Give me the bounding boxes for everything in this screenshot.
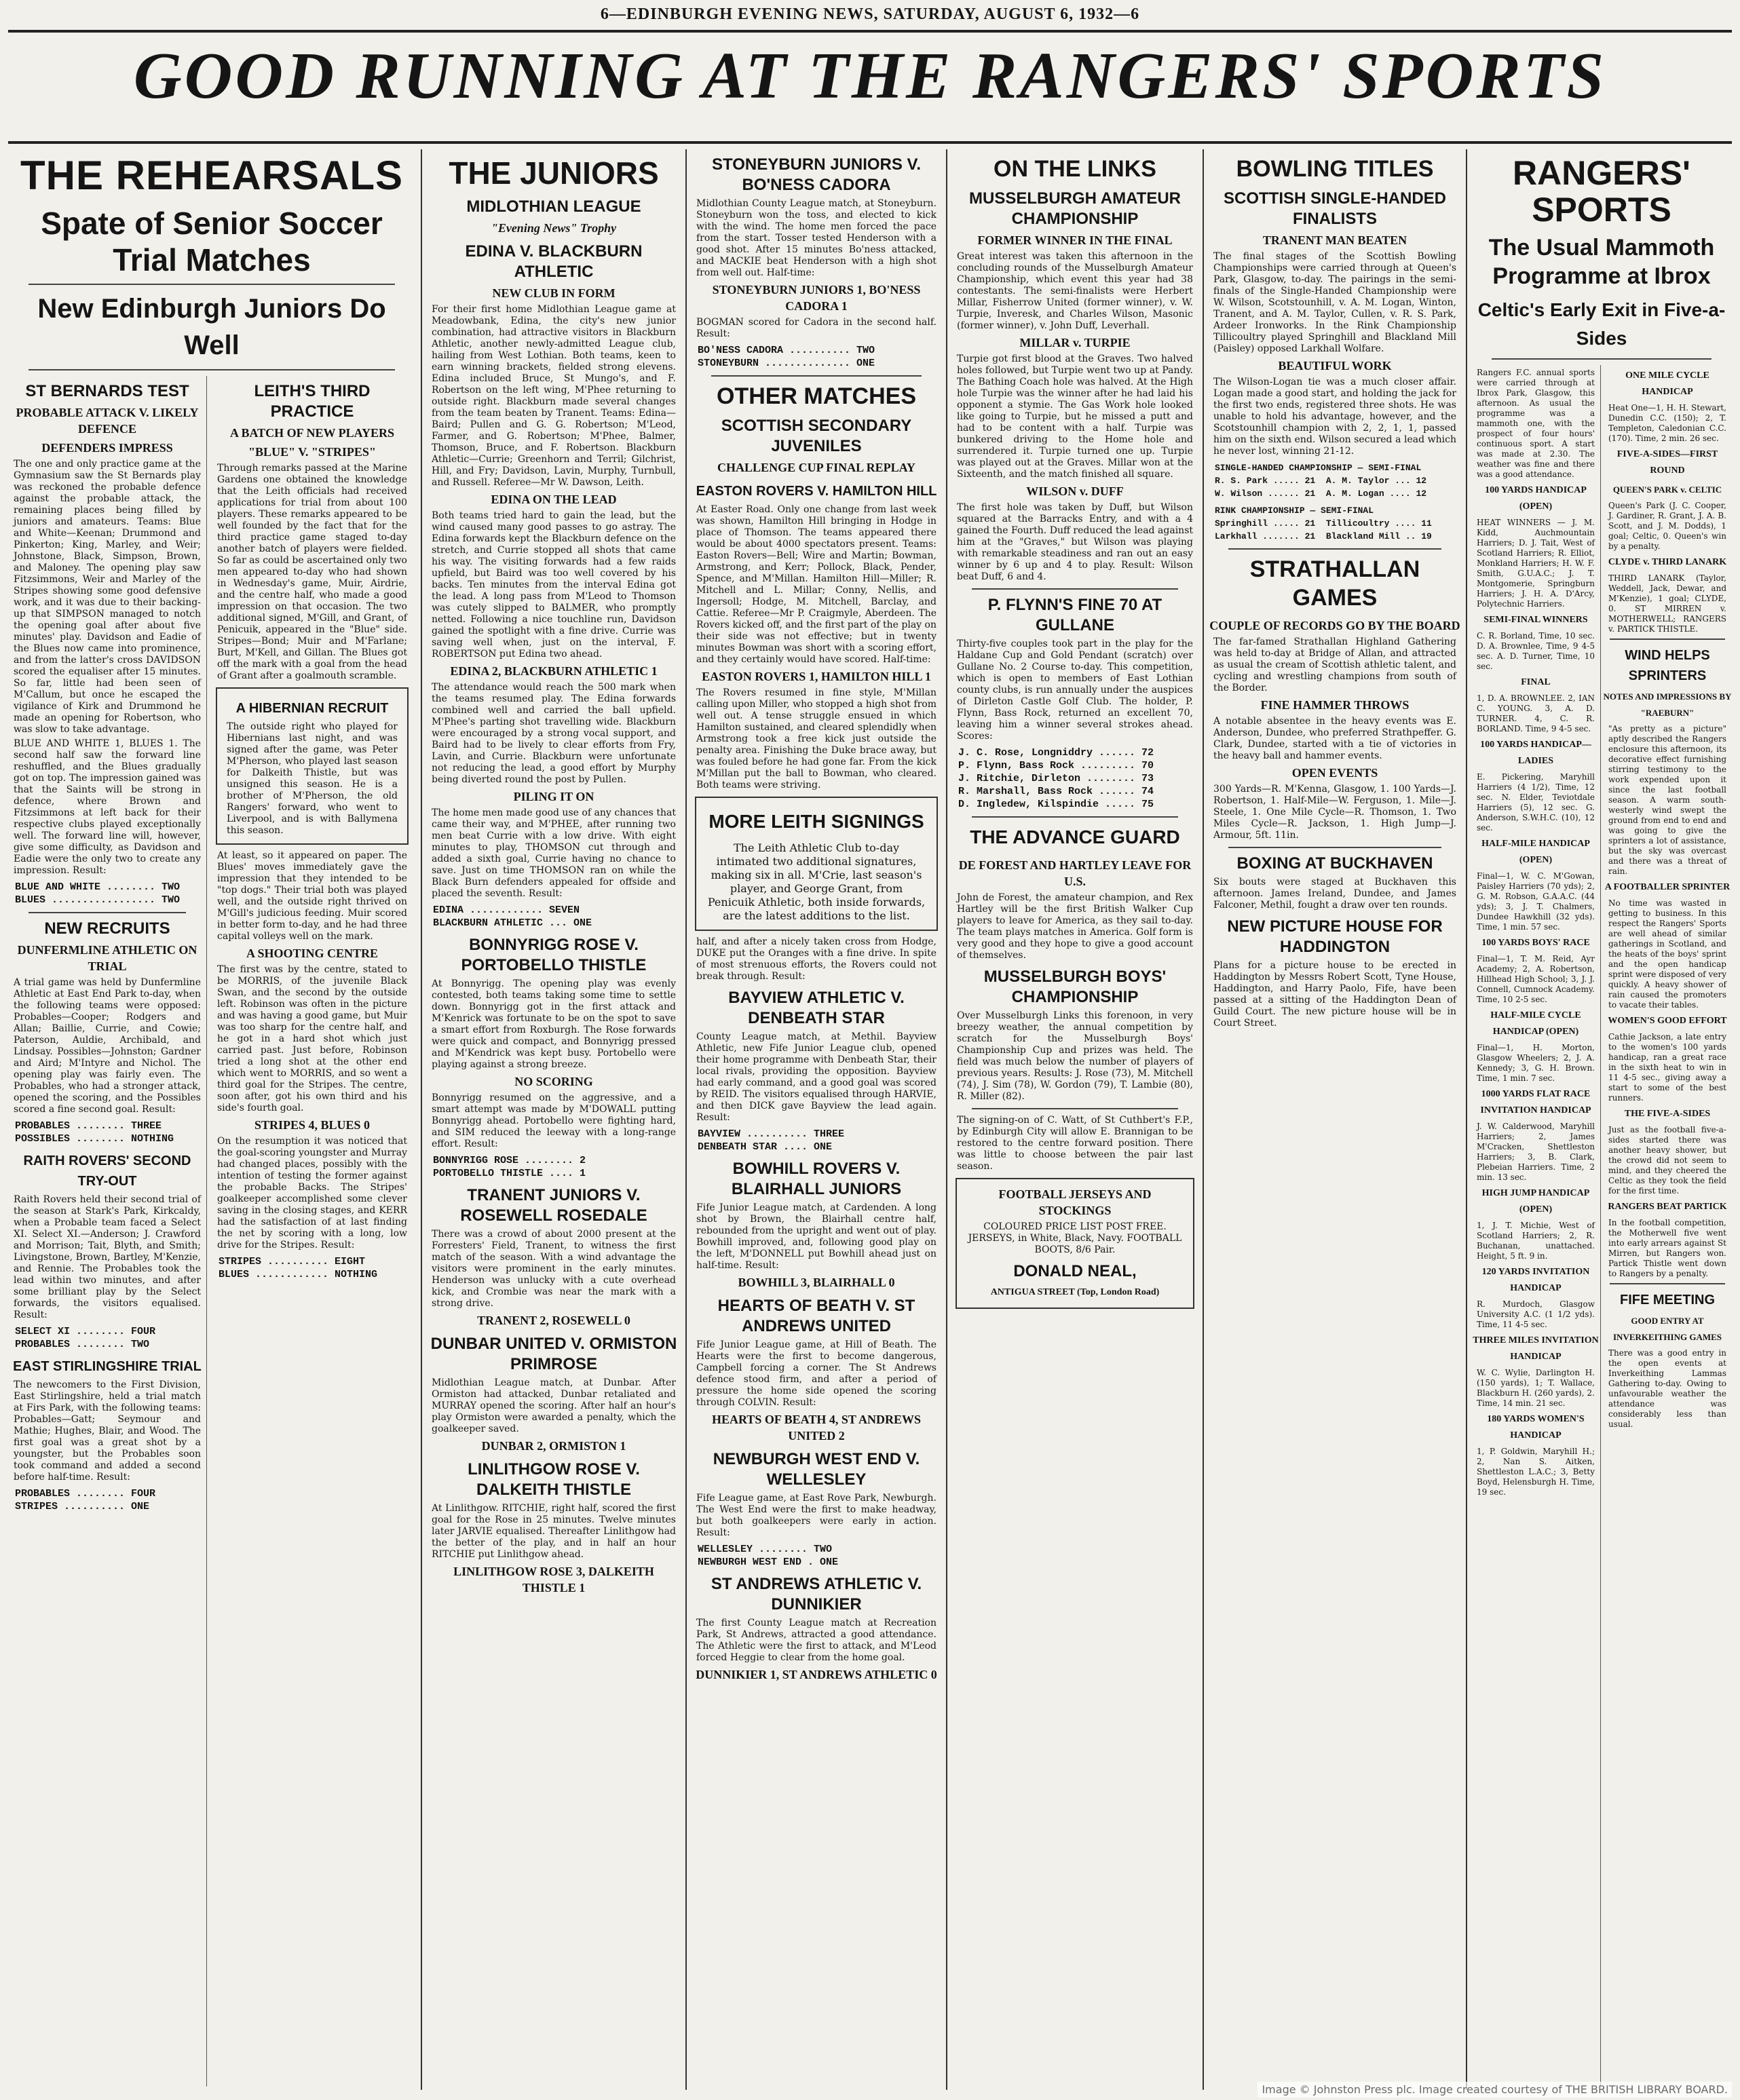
- section-subheading: A BATCH OF NEW PLAYERS: [229, 426, 395, 440]
- event-results: W. C. Wylie, Darlington H. (150 yards), 1; T. Wallace, Blackburn H. (260 yards), 2. Time, 14 min. 21 sec.: [1477, 1368, 1595, 1408]
- section-heading: SCOTTISH SECONDARY JUVENILES: [721, 417, 912, 455]
- article-text: For their first home Midlothian League game at Meadowbank, Edina, the city's new junior combination, had attractive visitors in Blackburn Athletic, another newly-admitted League club, hailing from West Lothian. Both teams, keen to earn winning brackets, fielded strong elevens. Edina included Bruce, St Mungo's, and F. Robertson on the left wing, M'Phee returning to outside right. Blackburn made several changes from the team beaten by Tranent. Teams: Edina—Baird; Pullen and G. G. Robertson; M'Leod, Farmer, and G. Robertson; M'Phee, Balmer, Thomson, Bruce, and F. Robertson. Blackburn Athletic—Currie; Greenhorn and Terril; Gilchrist, Hill, and Fry; Davidson, Lavin, Murphy, Turnbull, and Russell. Referee—Mr W. Dawson, Leith.: [432, 304, 676, 488]
- divider: [1610, 1283, 1725, 1284]
- section-heading: ST BERNARDS TEST: [25, 382, 189, 400]
- section-subheading: OPEN EVENTS: [1291, 766, 1378, 780]
- section-heading: BOXING AT BUCKHAVEN: [1236, 854, 1433, 873]
- column-divider: [685, 149, 687, 2090]
- event-heading: 120 YARDS INVITATION HANDICAP: [1481, 1267, 1590, 1293]
- section-subheading: A FOOTBALLER SPRINTER: [1604, 882, 1730, 892]
- event-heading: 100 YARDS BOYS' RACE: [1481, 938, 1590, 948]
- subheadline: New Edinburgh Juniors Do Well: [37, 294, 386, 360]
- event-results: Queen's Park (J. C. Cooper, J. Gardiner, R. Grant, J. A. B. Scott, and J. M. Dodds), 1 goal; Celtic, 0. Queen's win by a penalty.: [1608, 501, 1726, 551]
- event-heading: HALF-MILE CYCLE HANDICAP (OPEN): [1490, 1010, 1581, 1037]
- masthead: 6—EDINBURGH EVENING NEWS, SATURDAY, AUGUST 6, 1932—6: [600, 5, 1140, 23]
- article-text: On the resumption it was noticed that the goal-scoring youngster and Murray had changed places, possibly with the intention of testing the former against the probable Backs. The Stripes' goalkeeper accomplished some clever saving in the closing stages, and KERR had the satisfaction of at last finding the net by scoring with a long, low drive for the Stripes. Result:: [217, 1136, 407, 1251]
- article-text: No time was wasted in getting to business. In this respect the Rangers' Sports are well ahead of similar gatherings in Scotland, and the heats of the boys' sprint and the open handicap sprint were disposed of very quickly. A heavy shower of rain caused the promoters to vacate their tables.: [1608, 898, 1726, 1010]
- section-subheading: COUPLE OF RECORDS GO BY THE BOARD: [1209, 619, 1460, 632]
- section-heading: ST ANDREWS ATHLETIC V. DUNNIKIER: [711, 1575, 922, 1614]
- section-subheading: GOOD ENTRY AT INVERKEITHING GAMES: [1613, 1316, 1722, 1342]
- article-text: Raith Rovers held their second trial of the season at Stark's Park, Kirkcaldy, when a Probable team faced a Select XI. Select XI.—Anderson; J. Crawford and Morrison; Tait, Blyth, and Smith; Livingstone, Brown, Bartley, M'Kenzie, and Rennie. The Probables took the lead within two minutes, and after some brilliant play by the Select forwards, the visitors equalised. Result:: [14, 1194, 201, 1320]
- score-line: DUNNIKIER 1, ST ANDREWS ATHLETIC 0: [696, 1668, 937, 1681]
- subheadline: The Usual Mammoth Programme at Ibrox: [1488, 235, 1715, 289]
- match-result: WELLESLEY ........ TWO NEWBURGH WEST END . ONE: [698, 1544, 839, 1568]
- section-subheading: THE FIVE-A-SIDES: [1624, 1109, 1711, 1119]
- headline: ON THE LINKS: [994, 156, 1156, 182]
- section-heading: EDINA V. BLACKBURN ATHLETIC: [465, 242, 643, 281]
- match-result: BAYVIEW .......... THREE DENBEATH STAR .... ONE: [698, 1128, 845, 1153]
- headline: OTHER MATCHES: [716, 383, 917, 409]
- section-subheading: MILLAR v. TURPIE: [1019, 336, 1131, 349]
- divider: [972, 1108, 1178, 1109]
- event-results: R. Murdoch, Glasgow University A.C. (1 1/2 yds). Time, 11 4-5 sec.: [1477, 1299, 1595, 1329]
- section-subheading: NOTES AND IMPRESSIONS BY "RAEBURN": [1603, 691, 1732, 718]
- article-text: The newcomers to the First Division, East Stirlingshire, held a trial match at Firs Park, with the following teams: Probables—Gatt; Seymour and Mathie; Hughes, Blair, and Wood. The first goal was a great shot by a youngster, but the Probables soon took command and added a second before half-time. Result:: [14, 1379, 201, 1483]
- top-rule: [8, 30, 1732, 33]
- section-subheading: BEAUTIFUL WORK: [1278, 359, 1392, 373]
- column-divider: [421, 149, 422, 2090]
- subheadline: Celtic's Early Exit in Five-a-Sides: [1477, 299, 1726, 349]
- article-text: Fife Junior League game, at Hill of Beath. The Hearts were the first to become dangerous, Campbell forcing a corner. The St Andrews defence stood firm, and after a period of pressure the home side opened the scoring through COLVIN. Result:: [696, 1339, 937, 1408]
- match-result: SINGLE-HANDED CHAMPIONSHIP — SEMI-FINAL R. S. Park ..... 21 A. M. Taylor ... 12 W. Wilson ...... 21 A. M. Logan .... 12: [1215, 463, 1427, 499]
- ad-name: DONALD NEAL,: [1013, 1262, 1137, 1280]
- article-text: A trial game was held by Dunfermline Athletic at East End Park to-day, when the following teams were opposed: Probables—Cooper; Rodgers and Allan; Baillie, Currie, and Cowie; Paterson, Auldie, Archibald, and Lindsay. Possibles—Johnston; Gardner and Aird; M'Intyre and Nichol. The opening play was fairly even. The Probables, who had a stronger attack, opened the scoring, and the Possibles scored a fine second goal. Result:: [14, 977, 201, 1115]
- column-divider: [1203, 149, 1204, 2090]
- match-result: PROBABLES ........ THREE POSSIBLES ........ NOTHING: [15, 1120, 174, 1145]
- article-text: The home men made good use of any chances that came their way, and M'PHEE, after running two men beat Currie with a low drive. With eight minutes to play, THOMSON cut through and added a sixth goal, Currie having no chance to save. Just on time THOMSON ran on while the Black Burn defenders appealed for offside and placed the seventh. Result:: [432, 807, 676, 899]
- section-subheading: NO SCORING: [514, 1075, 593, 1088]
- article-rehearsals: [8, 149, 415, 2086]
- article-text: Plans for a picture house to be erected in Haddington by Messrs Robert Scott, Tyne House, Haddington, and Harry Paolo, Fife, have been passed at a sitting of the Haddington Dean of Guild Court. The new picture house will be in Court Street.: [1213, 960, 1456, 1029]
- subcolumns: [8, 376, 415, 2086]
- section-subheading: FORMER WINNER IN THE FINAL: [977, 233, 1173, 247]
- section-heading: MUSSELBURGH BOYS' CHAMPIONSHIP: [983, 968, 1167, 1006]
- article-text: Fife League game, at East Rove Park, Newburgh. The West End were the first to make headway, but both goalkeepers were early in action. Result:: [696, 1493, 937, 1538]
- section-heading: LEITH'S THIRD PRACTICE: [254, 382, 371, 421]
- section-subheading: DUNFERMLINE ATHLETIC ON TRIAL: [17, 943, 197, 973]
- article-text: A notable absentee in the heavy events was E. Anderson, Dundee, who preferred Strathpeffer. G. Clark, Dundee, started with a tie of victories in the heavy ball and hammer events.: [1213, 716, 1456, 761]
- headline: STRATHALLAN GAMES: [1249, 556, 1420, 611]
- divider: [972, 588, 1178, 590]
- section-subheading: PILING IT ON: [513, 790, 594, 803]
- article-text: The final stages of the Scottish Bowling Championships were carried through at Queen's Park, Glasgow, to-day. The pairings in the semi-finals of the Single-Handed Championship were W. Wilson, Scotstounhill, v. A. M. Logan, Winton, Tranent, and A. M. Taylor, Cullen, v. R. S. Park, Ardeer Ironworks. In the Rink Championship Tillicoultry played Springhill and Blackland Mill (Paisley) opposed Larkhall Wolfare.: [1213, 251, 1456, 354]
- section-subheading: CHALLENGE CUP FINAL REPLAY: [717, 461, 915, 474]
- event-subheading: QUEEN'S PARK v. CELTIC: [1612, 484, 1722, 495]
- article-text: Thirty-five couples took part in the play for the Haldane Cup and Gold Pendant (scratch) over Gullane No. 2 Course to-day. This competition, which is open to members of East Lothian county clubs, is run annually under the auspices of Dirleton Castle Golf Club. The holder, P. Flynn, Bass Rock, returned an excellent 70, leaving him a winner several strokes ahead. Scores:: [957, 638, 1193, 742]
- score-line: STRIPES 4, BLUES 0: [254, 1118, 371, 1132]
- divider: [29, 284, 395, 285]
- boxed-item: [695, 797, 938, 931]
- event-results: C. R. Borland, Time, 10 sec. D. A. Brownlee, Time, 9 4-5 sec. A. D. Turner, Time, 10 sec.: [1477, 631, 1595, 671]
- section-subheading: TRANENT MAN BEATEN: [1262, 233, 1407, 247]
- score-line: TRANENT 2, ROSEWELL 0: [477, 1314, 630, 1327]
- subheadline: Spate of Senior Soccer Trial Matches: [41, 206, 383, 278]
- event-heading: HALF-MILE HANDICAP (OPEN): [1481, 839, 1590, 865]
- article-text: County League match, at Methil. Bayview Athletic, new Fife Junior League club, opened their home programme with Denbeath Star, their local rivals, providing the opposition. Bayview had early command, and a good goal was scored by REID. The visitors equalised through HARVIE, and then DICK gave Bayview the lead again. Result:: [696, 1031, 937, 1123]
- section-heading: NEW PICTURE HOUSE FOR HADDINGTON: [1227, 917, 1443, 956]
- event-results: Final—1, H. Morton, Glasgow Wheelers; 2, J. A. Kennedy; 3, G. H. Brown. Time, 1 min. 7 sec.: [1477, 1043, 1595, 1083]
- score-line: BOWHILL 3, BLAIRHALL 0: [738, 1276, 895, 1289]
- article-text: The one and only practice game at the Gymnasium saw the St Bernards play was reckoned the probable defence against the probable attack, the remaining places being filled by juniors and amateurs. Teams: Blue and White—Keenan; Drummond and Pinkerton; King, Marley, and Weir; Johnstone, Black, Simpson, Brown, and Maloney. The opening play saw Fitzsimmons, Weir and Marley of the Stripes showing some good defensive work, and it was due to their backing-up that SIMPSON managed to notch the opening goal after about five minutes' play. Davidson and Eadie of the Blues now came into prominence, and from the latter's cross DAVIDSON scored the equaliser after 15 minutes. So far, little had been seen of M'Callum, but once he escaped the vigilance of Kirk and Drummond he made an opening for Robertson, who was slow to take advantage.: [14, 459, 201, 735]
- match-result: BO'NESS CADORA .......... TWO STONEYBURN .............. ONE: [698, 345, 875, 369]
- event-heading: 1000 YARDS FLAT RACE INVITATION HANDICAP: [1480, 1089, 1591, 1115]
- headline: RANGERS' SPORTS: [1513, 154, 1690, 229]
- section-subheading: FINE HAMMER THROWS: [1260, 698, 1410, 712]
- section-heading: SCOTTISH SINGLE-HANDED FINALISTS: [1223, 189, 1446, 228]
- divider: [1610, 638, 1725, 640]
- article-text: The first County League match at Recreation Park, St Andrews, attracted a good attendance. The Athletic were the first to attack, and M'Leod forced Heggie to clear from the home goal.: [696, 1618, 937, 1663]
- event-results: J. W. Calderwood, Maryhill Harriers; 2, James M'Cracken, Shettleston Harriers; 3, B. Clark, Plebeian Harriers. Time, 2 min. 13 sec.: [1477, 1122, 1595, 1182]
- section-heading: MORE LEITH SIGNINGS: [708, 811, 924, 832]
- event-results: Heat One—1, H. H. Stewart, Dunedin C.C. (150); 2, T. Templeton, Caledonian C.C. (170). Time, 2 min. 26 sec.: [1608, 403, 1726, 443]
- match-result: EDINA ............ SEVEN BLACKBURN ATHLETIC ... ONE: [433, 904, 592, 929]
- event-results: 1, J. T. Michie, West of Scotland Harriers; 2, R. Buchanan, unattached. Height, 5 ft. 9 in.: [1477, 1221, 1595, 1261]
- article-text: At least, so it appeared on paper. The Blues' moves immediately gave the impression that they intended to be "top dogs." Their trial both was played well, and the outside right thrived on M'Gill's judicious feeding. Muir scored in better form to-day, and he had three capital volleys well on the mark.: [217, 850, 407, 942]
- event-results: Final—1, T. M. Reid, Ayr Academy; 2, A. Robertson, Hillhead High School; 3, J. J. Connell, Cumnock Academy. Time, 10 2-5 sec.: [1477, 954, 1595, 1004]
- section-heading: BONNYRIGG ROSE V. PORTOBELLO THISTLE: [461, 936, 647, 974]
- article-text: Bonnyrigg resumed on the aggressive, and a smart attempt was made by M'DOWALL putting Bonnyrigg ahead. Portobello were fighting hard, and SIM reduced the leeway with a long-range effort. Result:: [432, 1092, 676, 1149]
- article-text: In the football competition, the Motherwell five went into early arrears against St Mirren, but Rangers won. Partick Thistle went down to Rangers by a penalty.: [1608, 1218, 1726, 1278]
- divider: [1228, 847, 1441, 848]
- headline: THE REHEARSALS: [20, 153, 404, 198]
- article-text: half, and after a nicely taken cross from Hodge, DUKE put the Oranges with a fine drive. In spite of most strenuous efforts, the Rovers could not break through. Result:: [696, 936, 937, 982]
- divider: [29, 369, 395, 370]
- event-results: E. Pickering, Maryhill Harriers (4 1/2), Time, 12 sec. N. Elder, Teviotdale Harriers (5), 12 sec. G. Anderson, S.W.H.C. (10), 12 sec.: [1477, 772, 1595, 833]
- boxed-item: [216, 687, 409, 845]
- article-text: There was a crowd of about 2000 present at the Forresters' Field, Tranent, to witness the first match of the season. With a wind advantage the visitors were prominent in the early minutes. Henderson was unlucky with a cute overhead kick, and Crombie was near the mark with a strong drive.: [432, 1229, 676, 1309]
- section-subheading: "Evening News" Trophy: [491, 221, 617, 235]
- headline: THE JUNIORS: [449, 155, 659, 191]
- subcolumn-results: [1471, 365, 1601, 2086]
- section-heading: TRANENT JUNIORS V. ROSEWELL ROSEDALE: [460, 1186, 647, 1225]
- score-line: EDINA 2, BLACKBURN ATHLETIC 1: [450, 664, 658, 678]
- article-text: Over Musselburgh Links this forenoon, in very breezy weather, the annual competition by scratch for the Musselburgh Boys' Championship Cup and prizes was held. The field was much below the number of players of previous years. Results: J. Rose (73), M. Mitchell (74), J. Sim (78), W. Gordon (79), T. Lambie (80), R. Miller (82).: [957, 1010, 1193, 1102]
- divider: [972, 816, 1178, 818]
- event-results: 1, D. A. BROWNLEE. 2, IAN C. YOUNG. 3, A. D. TURNER. 4, C. R. BORLAND. Time, 9 4-5 sec.: [1477, 693, 1595, 733]
- section-heading: MIDLOTHIAN LEAGUE: [466, 197, 641, 216]
- divider: [1492, 358, 1711, 360]
- article-text: Cathie Jackson, a late entry to the women's 100 yards handicap, ran a great race in the sixth heat to win in 11 4-5 sec., giving away a start to some of the best runners.: [1608, 1032, 1726, 1103]
- article-text: The first hole was taken by Duff, but Wilson squared at the Barracks Entry, and with a 4 gained the Fourth. Duff reduced the lead against him at the "Graves," but Wilson was playing with remarkable steadiness and ran out an easy winner by 6 up and 4 to play. Result: Wilson beat Duff, 6 and 4.: [957, 502, 1193, 582]
- article-juniors: [426, 149, 681, 2086]
- section-heading: WIND HELPS SPRINTERS: [1625, 648, 1710, 683]
- column-divider: [946, 149, 947, 2090]
- section-heading: DUNBAR UNITED V. ORMISTON PRIMROSE: [430, 1335, 677, 1373]
- article-text: The outside right who played for Hibernians last night, and was signed after the game, was Peter M'Pherson, who played last season for Dalkeith Thistle, but was unsigned this season. He is a brother of M'Pherson, the old Rangers' forward, who went to Liverpool, and is with Ballymena this season.: [227, 721, 398, 836]
- column-divider: [1466, 149, 1467, 2090]
- article-text: Midlothian County League match, at Stoneyburn. Stoneyburn won the toss, and elected to kick with the wind. The home men forced the pace from the start. Tosser tested Henderson with a good shot. After 15 minutes Bo'ness attacked, and MACKIE beat Henderson with a high shot from well out. Half-time:: [696, 198, 937, 278]
- section-subheading: A SHOOTING CENTRE: [246, 947, 379, 960]
- event-heading: 100 YARDS HANDICAP—LADIES: [1480, 740, 1591, 766]
- event-results: HEAT WINNERS — J. M. Kidd, Auchmountain Harriers; D. J. Tait, West of Scotland Harriers; R. Elliot, Monkland Harriers; H. W. F. Smith, G.U.A.C.; J. T. Montgomerie, Springburn Harriers; J. H. A. D'Arcy, Polytechnic Harriers.: [1477, 518, 1595, 609]
- section-heading: FIFE MEETING: [1620, 1293, 1715, 1307]
- event-heading: ONE MILE CYCLE HANDICAP: [1625, 370, 1709, 397]
- article-text: Great interest was taken this afternoon in the concluding rounds of the Musselburgh Amateur Championship, which event this year had 38 contestants. The semi-finalists were Herbert Millar, Fisherrow United (former winner), v. W. Turpie, Inveresk, and Charles Wilson, Masonic (former winner), v. John Duff, Leverhall.: [957, 251, 1193, 331]
- section-subheading: WOMEN'S GOOD EFFORT: [1608, 1016, 1727, 1026]
- match-result: STRIPES .......... EIGHT BLUES ............ NOTHING: [219, 1256, 378, 1280]
- article-text: There was a good entry in the open events at Inverkeithing Lammas Gathering to-day. Owing to unfavourable weather the attendance was considerably less than usual.: [1608, 1348, 1726, 1429]
- event-heading: CLYDE v. THIRD LANARK: [1608, 557, 1727, 567]
- match-result: RINK CHAMPIONSHIP — SEMI-FINAL Springhill ..... 21 Tillicoultry .... 11 Larkhall ....... 21 Blackland Mill .. 19: [1215, 505, 1432, 541]
- article-text: Turpie got first blood at the Graves. Two halved holes followed, but Turpie went two up at Pandy. The Bathing Coach hole was halved. At the High hole Turpie was the winner after he had laid his opponent a stymie. The Gas Work hole looked like going to Turpie, but he missed a putt and had to be content with a half. Turpie was bunkered driving to the Home hole and surrendered it. Turpie turned one up. Turpie was played out at the Graves. Millar won at the Sixteenth, and the match finished all square.: [957, 354, 1193, 480]
- article-bowling-titles: [1208, 149, 1462, 2086]
- event-results: Final—1, W. C. M'Gowan, Paisley Harriers (70 yds); 2, G. M. Robson, G.A.A.C. (44 yds); 3, J. T. Chalmers, Dundee Hawkhill (32 yds). Time, 1 min. 57 sec.: [1477, 871, 1595, 932]
- section-heading: EAST STIRLINGSHIRE TRIAL: [13, 1359, 202, 1374]
- match-result: PROBABLES ........ FOUR STRIPES .......... ONE: [15, 1488, 156, 1512]
- section-heading: STONEYBURN JUNIORS V. BO'NESS CADORA: [711, 155, 922, 194]
- article-text: The signing-on of C. Watt, of St Cuthbert's F.P., by Edinburgh City will allow E. Brannigan to be restored to the centre forward position. There was little to choose between the pair last season.: [957, 1115, 1193, 1172]
- section-subheading: RANGERS BEAT PARTICK: [1608, 1202, 1727, 1212]
- section-subheading: NEW CLUB IN FORM: [492, 286, 616, 300]
- section-heading: RAITH ROVERS' SECOND TRY-OUT: [23, 1153, 191, 1189]
- score-table: J. C. Rose, Longniddry ...... 72 P. Flynn, Bass Rock ......... 70 J. Ritchie, Dirleton ........ 73 R. Marshall, Bass Rock ...... 74 D. Ingledew, Kilspindie ..... 75: [958, 747, 1154, 810]
- article-text: Fife Junior League match, at Cardenden. A long shot by Brown, the Blairhall centre half, rebounded from the upright and went out of play. Bowhill improved, and, following good play on the left, M'DONNELL put Bowhill ahead just on half-time. Result:: [696, 1202, 937, 1271]
- article-text: The far-famed Strathallan Highland Gathering was held to-day at Bridge of Allan, and attracted as usual the cream of Scottish athletic talent, and cycling and wrestling champions from south of the Border.: [1213, 636, 1456, 693]
- event-results: 1, P. Goldwin, Maryhill H.; 2, Nan S. Aitken, Shettleston L.A.C.; 3, Betty Boyd, Helensburgh H. Time, 19 sec.: [1477, 1447, 1595, 1497]
- section-heading: P. FLYNN'S FINE 70 AT GULLANE: [987, 596, 1162, 634]
- score-line: HEARTS OF BEATH 4, ST ANDREWS UNITED 2: [711, 1413, 922, 1443]
- article-text: "As pretty as a picture" aptly described the Rangers enclosure this afternoon, its decorative effect furnishing stirring testimony to the work expended upon it since the last football season. A warm south-westerly wind swept the ground from end to end and was going to give the sprinters a lot of assistance, but the sky was overcast and there was a threat of rain.: [1608, 724, 1726, 876]
- headline: BOWLING TITLES: [1236, 156, 1434, 182]
- section-heading: BAYVIEW ATHLETIC V. DENBEATH STAR: [728, 989, 905, 1027]
- image-credit: Image © Johnston Press plc. Image created courtesy of THE BRITISH LIBRARY BOARD.: [1257, 2082, 1732, 2097]
- article-text: Both teams tried hard to gain the lead, but the wind caused many good passes to go astray. The Edina forwards kept the Blackburn defence on the stretch, and Currie stopped all shots that came his way. The visiting forwards had a few raids upfield, but Baird was too well covered by his backs. Ten minutes from the interval Edina got the lead. A long pass from M'Leod to Thomson was cutely slipped to BALMER, who promptly netted. Following a nice touchline run, Davidson gained the spotlight with a fine drive. Currie was saving well when, just on the interval, F. ROBERTSON put Edina two ahead.: [432, 510, 676, 660]
- subcolumn-leith: [212, 376, 413, 2086]
- section-heading: A HIBERNIAN RECRUIT: [235, 701, 389, 716]
- section-heading: LINLITHGOW ROSE V. DALKEITH THISTLE: [468, 1460, 640, 1499]
- article-text: Six bouts were staged at Buckhaven this afternoon. James Ireland, Dundee, and James Falconer, Methil, fought a draw over ten rounds.: [1213, 877, 1456, 911]
- article-on-the-links: [951, 149, 1198, 2086]
- event-heading: 180 YARDS WOMEN'S HANDICAP: [1487, 1414, 1585, 1440]
- section-subheading: "BLUE" V. "STRIPES": [248, 445, 376, 459]
- divider: [29, 912, 186, 913]
- page-banner-headline: GOOD RUNNING AT THE RANGERS' SPORTS: [133, 39, 1607, 113]
- score-line: EASTON ROVERS 1, HAMILTON HILL 1: [702, 670, 931, 683]
- event-heading: SEMI-FINAL WINNERS: [1483, 615, 1588, 625]
- article-text: At Easter Road. Only one change from last week was shown, Hamilton Hill bringing in Hodge in place of Thomson. The teams appeared there would be about 4000 spectators present. Teams: Easton Rovers—Bell; Wire and Martin; Bowman, Armstrong, and Kerr; Pollock, Black, Pender, Spence, and M'Millan. Hamilton Hill—Miller; R. Mitchell and L. Millar; Conny, Nellis, and Ingersoll; Hodge, M. Mitchell, Barclay, and Cattie. Referee—Mr P. Craigmyle, Aberdeen. The Rovers kicked off, and the first part of the play on their side was not effective; but in twenty minutes Bowman was short with a scoring effort, and they certainly would have scored. Half-time:: [696, 504, 937, 665]
- event-results: THIRD LANARK (Taylor, Weddell, Jack, Dewar, and M'Kenzie), 1 goal; CLYDE, 0. ST MIRREN v. MOTHERWELL; RANGERS v. PARTICK THISTLE.: [1608, 573, 1726, 634]
- ad-address: ANTIGUA STREET (Top, London Road): [990, 1287, 1160, 1297]
- article-text: The Leith Athletic Club to-day intimated two additional signatures, making six in all. M'Crie, last season's player, and George Grant, from Penicuik Athletic, both inside forwards, are the latest additions to the list.: [707, 841, 926, 922]
- article-other-matches: [691, 149, 942, 2086]
- rangers-wrapper: [1471, 149, 1732, 2086]
- section-heading: EASTON ROVERS V. HAMILTON HILL: [696, 484, 937, 499]
- section-heading: NEWBURGH WEST END V. WELLESLEY: [713, 1450, 920, 1489]
- section-heading: HEARTS OF BEATH V. ST ANDREWS UNITED: [717, 1297, 915, 1335]
- match-result: BONNYRIGG ROSE ........ 2 PORTOBELLO THISTLE .... 1: [433, 1155, 586, 1179]
- ad-heading: FOOTBALL JERSEYS AND STOCKINGS: [998, 1187, 1152, 1217]
- score-line: LINLITHGOW ROSE 3, DALKEITH THISTLE 1: [453, 1565, 654, 1595]
- section-heading: MUSSELBURGH AMATEUR CHAMPIONSHIP: [969, 189, 1181, 228]
- section-heading: NEW RECRUITS: [44, 919, 170, 938]
- section-subheading: WILSON v. DUFF: [1026, 484, 1124, 498]
- divider: [711, 375, 922, 377]
- section-subheading: DEFENDERS IMPRESS: [41, 441, 173, 455]
- section-heading: BOWHILL ROVERS V. BLAIRHALL JUNIORS: [731, 1160, 902, 1198]
- event-heading: 100 YARDS HANDICAP (OPEN): [1485, 485, 1587, 512]
- score-line: DUNBAR 2, ORMISTON 1: [481, 1439, 626, 1453]
- article-text: The Wilson-Logan tie was a much closer affair. Logan made a good start, and holding the jack for the first two ends, registered three shots. He was unable to hold his advantage, however, and the Scotstounhill champion with 2, 2, 1, 1, passed him on the sixth end. Wilson secured a lead which he never lost, winning 21-12.: [1213, 377, 1456, 457]
- event-heading: FINAL: [1521, 677, 1551, 687]
- article-text: BLUE AND WHITE 1, BLUES 1. The second half saw the forward line reshuffled, and the Blues gradually got on top. The impression gained was that the Saints will be strong in defence, where Brown and Fitzsimmons at left back for their respective clubs played exceptionally well. The forward line will, however, give some difficulty, as Davidson and Eadie were the only two to create any impression. Result:: [14, 738, 201, 876]
- score-line: STONEYBURN JUNIORS 1, BO'NESS CADORA 1: [712, 283, 921, 313]
- subcolumns: [1471, 365, 1732, 2086]
- article-text: Through remarks passed at the Marine Gardens one obtained the knowledge that the Leith officials had received applications for trial from about 100 players. These remarks appeared to be well founded by the fact that for the third practice game staged to-day another batch of players were fielded. So far as could be ascertained only two men appeared to-day who had shown in Wednesday's game, Muir, Airdrie, and the centre half, who made a good impression on that occasion. The two additional signed, M'Gill, and Grant, of Penicuik, appeared in the "Blue" side. Stripes—Bond; Muir and M'Farlane; Burt, M'Kell, and Gillan. The Blues got off the mark with a goal from the head of Grant after a goalmouth scramble.: [217, 463, 407, 681]
- article-text: At Linlithgow. RITCHIE, right half, scored the first goal for the Rose in 25 minutes. Twelve minutes later JARVIE equalised. Thereafter Linlithgow had the better of the play, and in half an hour RITCHIE put Linlithgow ahead.: [432, 1503, 676, 1560]
- section-subheading: DE FOREST AND HARTLEY LEAVE FOR U.S.: [958, 858, 1192, 888]
- section-subheading: PROBABLE ATTACK V. LIKELY DEFENCE: [16, 406, 199, 436]
- event-heading: THREE MILES INVITATION HANDICAP: [1473, 1335, 1599, 1362]
- article-text: Rangers F.C. annual sports were carried through at Ibrox Park, Glasgow, this afternoon. As usual the programme was a mammoth one, with the prospect of four hours' continuous sport. A start was made at 2.30. The weather was fine and there was a good attendance.: [1477, 368, 1595, 479]
- banner-rule: [8, 141, 1732, 144]
- ad-text: COLOURED PRICE LIST POST FREE. JERSEYS, in White, Black, Navy. FOOTBALL BOOTS, 8/6 Pair.: [968, 1221, 1182, 1255]
- article-text: 300 Yards—R. M'Kenna, Glasgow, 1. 100 Yards—J. Robertson, 1. Half-Mile—W. Ferguson, 1. Mile—J. Steele, 1. One Mile Cycle—R. Thomson, 1. Two Miles Cycle—R. Jackson, 1. High Jump—J. Armour, 5ft. 11in.: [1213, 784, 1456, 841]
- match-result: BLUE AND WHITE ........ TWO BLUES ................. TWO: [15, 881, 181, 906]
- article-text: Just as the football five-a-sides started there was another heavy shower, but the crowd did not seem to mind, and they cheered the Celtic as they took the field for the first time.: [1608, 1125, 1726, 1196]
- match-result: SELECT XI ........ FOUR PROBABLES ........ TWO: [15, 1326, 156, 1350]
- section-heading: THE ADVANCE GUARD: [970, 826, 1180, 847]
- event-heading: FIVE-A-SIDES—FIRST ROUND: [1616, 449, 1718, 476]
- advertisement: [956, 1178, 1194, 1309]
- event-heading: HIGH JUMP HANDICAP (OPEN): [1481, 1188, 1590, 1215]
- article-text: The first was by the centre, stated to be MORRIS, of the juvenile Black Swan, and the second by the outside left. Robinson was often in the picture and was having a good game, but Muir was too sharp for the centre half, and he got in a hard shot which just carried past. Just before, Robinson tried a long shot at the other end which went to MORRIS, and so went a third goal for the Stripes. The centre, soon after, got his own third and his side's fourth goal.: [217, 964, 407, 1113]
- article-text: The attendance would reach the 500 mark when the teams resumed play. The Edina forwards combined well and carried the ball upfield. M'Phee's parting shot travelling wide. Blackburn were encouraged by a strong vocal support, and Baird had to be lively to clear efforts from Fry, Lavin, and Currie. Blackburn were unfortunate not reducing the lead, a good effort by Murphy being diverted round the post by Pullen.: [432, 682, 676, 785]
- divider: [1228, 548, 1441, 550]
- article-text: The Rovers resumed in fine style, M'Millan calling upon Miller, who stopped a high shot from well out. A tense struggle ensued in which Hamilton sustained, and cleared splendidly when Armstrong took a free kick just outside the penalty area. Finishing the Duke brace away, but was fouled before he had gone far. From the kick M'Millan put the ball to Bowman, who cleared. Both teams were striving.: [696, 687, 937, 790]
- subcolumn-notes: [1603, 365, 1732, 2086]
- article-text: John de Forest, the amateur champion, and Rex Hartley will be the first British Walker Cup players to leave for America, as they sail to-day. The team plays matches in America. Golf form is very good and they hope to give a good account of themselves.: [957, 892, 1193, 961]
- section-subheading: EDINA ON THE LEAD: [491, 493, 617, 506]
- subcolumn-st-bernards: [8, 376, 207, 2086]
- article-text: Midlothian League match, at Dunbar. After Ormiston had attacked, Dunbar retaliated and MURRAY opened the scoring. After half an hour's play Ormiston were awarded a penalty, which the goalkeeper saved.: [432, 1377, 676, 1434]
- article-text: BOGMAN scored for Cadora in the second half. Result:: [696, 317, 937, 339]
- article-text: At Bonnyrigg. The opening play was evenly contested, both teams taking some time to settle down. Bonnyrigg got in the first attack and M'Kenrick was fortunate to be on the spot to save a smart effort from Roxburgh. The Rose forwards were quick and compact, and Bonnyrigg pressed and M'Kendrick was kept busy. Portobello were playing against a strong breeze.: [432, 978, 676, 1070]
